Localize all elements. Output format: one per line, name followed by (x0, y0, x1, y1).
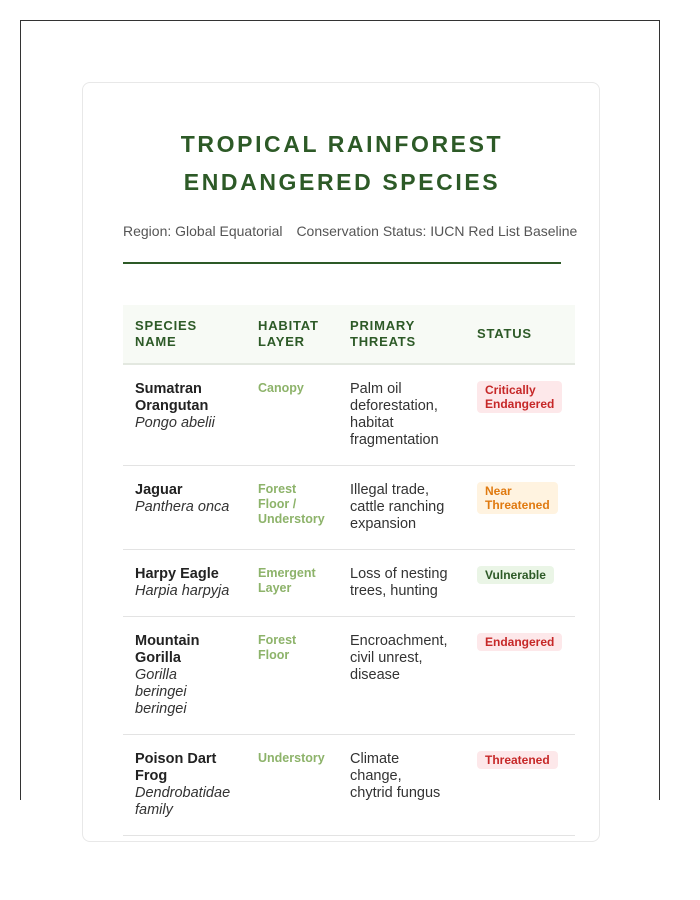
primary-threats: deforestation, (350, 398, 438, 414)
species-table-body (123, 364, 575, 836)
primary-threats: fragmentation (350, 432, 439, 448)
status-badge (477, 633, 562, 651)
page-title (83, 125, 601, 201)
species-card (82, 82, 600, 842)
scientific-name: Pongo abelii (135, 415, 215, 431)
scientific-name: Panthera onca (135, 499, 230, 515)
table-row (123, 364, 575, 466)
status-cell (465, 735, 575, 836)
common-name: Jaguar (135, 482, 183, 498)
scientific-name: beringei (135, 684, 187, 700)
table-row (123, 735, 575, 836)
habitat-layer: Emergent (258, 566, 316, 580)
threats-cell (338, 364, 465, 466)
scientific-name: Gorilla (135, 667, 177, 683)
page-frame (20, 20, 660, 818)
species-name-cell (123, 364, 246, 466)
habitat-cell (246, 466, 338, 550)
status-label: Vulnerable (485, 568, 546, 582)
habitat-layer: Forest (258, 633, 297, 647)
species-name-cell (123, 466, 246, 550)
title-divider (123, 262, 561, 264)
common-name: Sumatran (135, 381, 202, 397)
table-row (123, 550, 575, 617)
scientific-name: Harpia harpyja (135, 583, 230, 599)
threats-cell (338, 466, 465, 550)
primary-threats: trees, hunting (350, 583, 438, 599)
common-name: Gorilla (135, 650, 181, 666)
table-row (123, 617, 575, 735)
header-habitat-layer: HABITAT LAYER (246, 305, 338, 364)
common-name: Harpy Eagle (135, 566, 219, 582)
common-name: Orangutan (135, 398, 209, 414)
status-badge (477, 751, 558, 769)
primary-threats: change, (350, 768, 402, 784)
primary-threats: habitat (350, 415, 394, 431)
primary-threats: cattle ranching (350, 499, 445, 515)
conservation-label: Conservation Status: IUCN Red List Baseline (296, 223, 578, 239)
table-row (123, 466, 575, 550)
species-name-cell (123, 617, 246, 735)
primary-threats: Illegal trade, (350, 482, 429, 498)
title-line-2: ENDANGERED SPECIES (183, 169, 501, 195)
habitat-cell (246, 364, 338, 466)
status-badge (477, 482, 558, 514)
primary-threats: Palm oil (350, 381, 402, 397)
habitat-layer: Layer (258, 581, 292, 595)
title-line-1: TROPICAL RAINFOREST (180, 131, 504, 157)
habitat-layer: Floor (258, 648, 290, 662)
species-name-cell (123, 735, 246, 836)
habitat-cell (246, 735, 338, 836)
habitat-layer: Understory (258, 512, 325, 526)
status-label: Threatened (485, 753, 550, 767)
status-cell (465, 550, 575, 617)
primary-threats: chytrid fungus (350, 785, 441, 801)
status-cell (465, 466, 575, 550)
primary-threats: Encroachment, (350, 633, 448, 649)
threats-cell (338, 735, 465, 836)
header-status: STATUS (465, 305, 575, 364)
habitat-layer: Forest (258, 482, 297, 496)
primary-threats: Climate (350, 751, 400, 767)
scientific-name: Dendrobatidae (135, 785, 231, 801)
species-table (123, 305, 575, 836)
status-badge (477, 381, 562, 413)
habitat-layer: Canopy (258, 381, 304, 395)
status-label: Endangered (485, 635, 555, 649)
habitat-cell (246, 617, 338, 735)
status-cell (465, 617, 575, 735)
region-label: Region: Global Equatorial (123, 223, 283, 239)
primary-threats: Loss of nesting (350, 566, 448, 582)
status-label: Near (485, 484, 512, 498)
primary-threats: expansion (350, 516, 417, 532)
primary-threats: civil unrest, (350, 650, 423, 666)
species-name-cell (123, 550, 246, 617)
scientific-name: beringei (135, 701, 187, 717)
habitat-cell (246, 550, 338, 617)
table-header-row (123, 305, 575, 364)
document-meta (123, 223, 583, 239)
header-primary-threats: PRIMARY THREATS (338, 305, 465, 364)
common-name: Poison Dart (135, 751, 217, 767)
threats-cell (338, 617, 465, 735)
habitat-layer: Floor / (258, 497, 297, 511)
common-name: Frog (135, 768, 168, 784)
primary-threats: disease (350, 667, 400, 683)
status-label: Critically (485, 383, 536, 397)
status-badge (477, 566, 554, 584)
status-cell (465, 364, 575, 466)
status-label: Endangered (485, 397, 555, 411)
common-name: Mountain (135, 633, 200, 649)
scientific-name: family (135, 802, 173, 818)
habitat-layer: Understory (258, 751, 325, 765)
threats-cell (338, 550, 465, 617)
status-label: Threatened (485, 498, 550, 512)
header-species-name: SPECIES NAME (123, 305, 246, 364)
